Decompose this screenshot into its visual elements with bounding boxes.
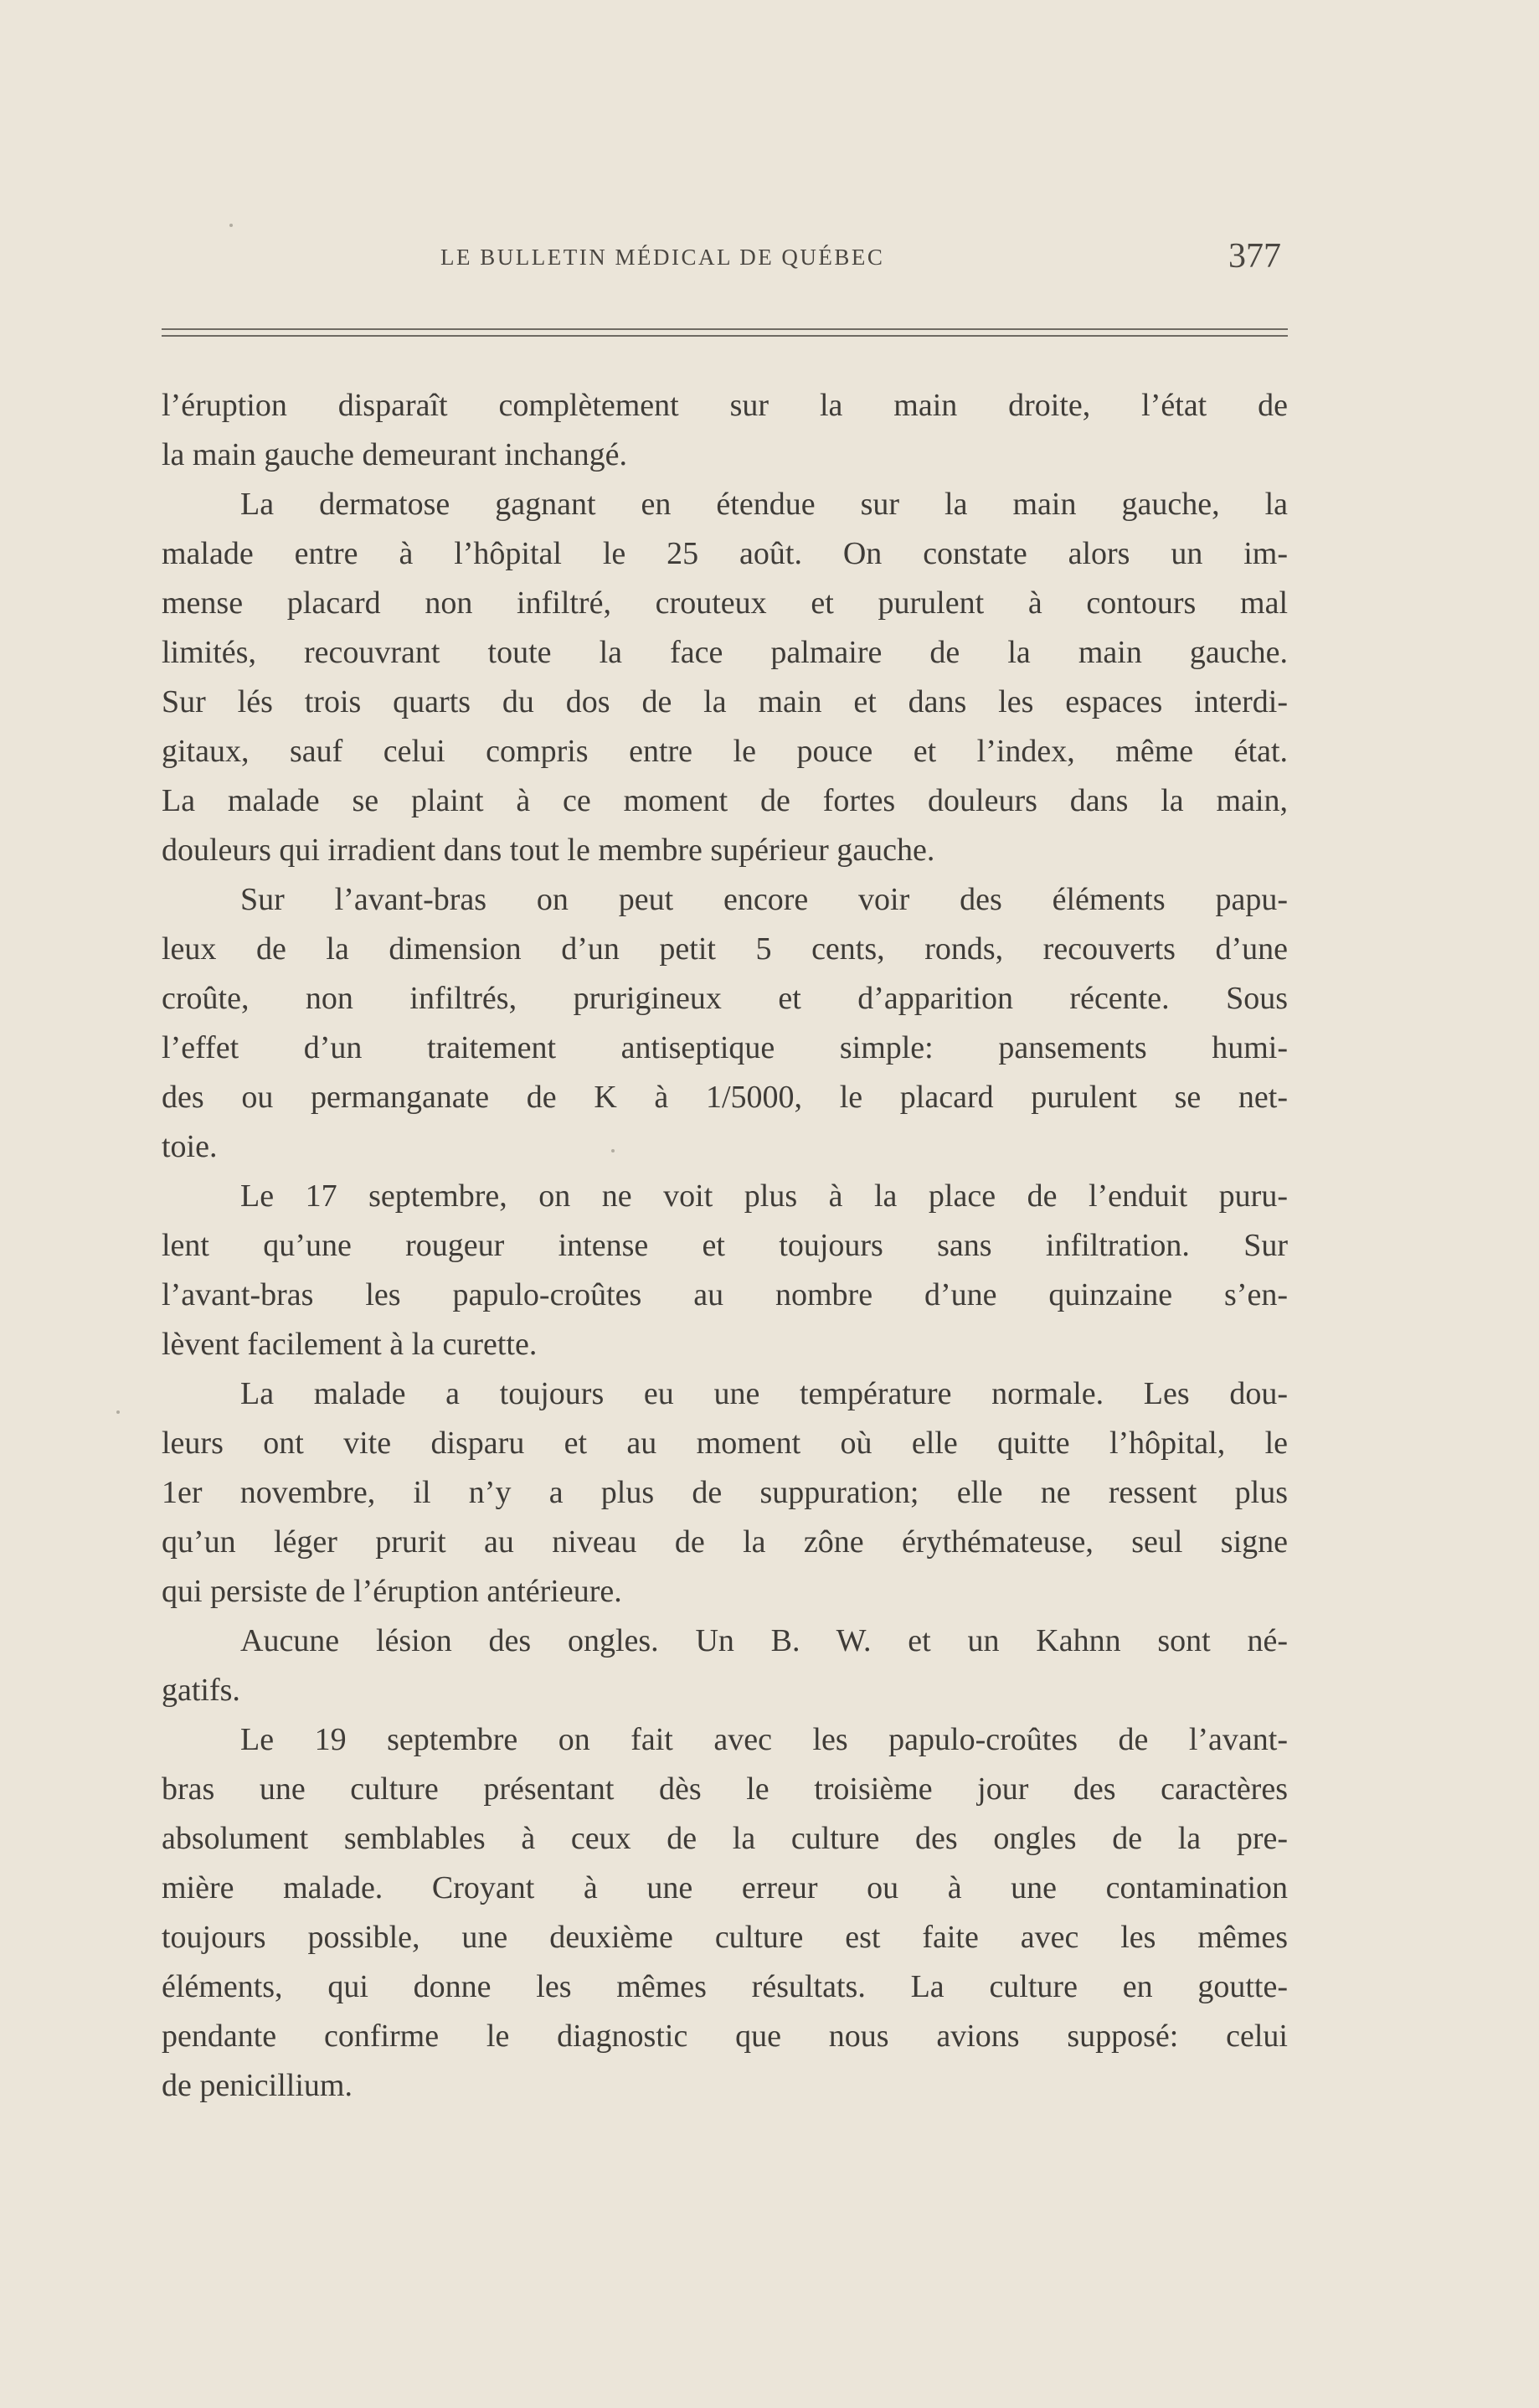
header-rule	[162, 335, 1288, 337]
paragraph	[162, 480, 1288, 875]
text-line: mière malade. Croyant à une erreur ou à une contamination	[162, 1870, 1288, 1905]
text-line: Sur lés trois quarts du dos de la main et dans les espaces interdi-	[162, 684, 1288, 719]
text-line: leurs ont vite disparu et au moment où elle quitte l’hôpital, le	[162, 1426, 1288, 1461]
text-line: de penicillium.	[162, 2068, 353, 2103]
text-line: éléments, qui donne les mêmes résultats. La culture en goutte-	[162, 1969, 1288, 2004]
text-line: absolument semblables à ceux de la culture des ongles de la pre-	[162, 1821, 1288, 1856]
text-line: Sur l’avant-bras on peut encore voir des éléments papu-	[240, 882, 1288, 917]
text-line: malade entre à l’hôpital le 25 août. On constate alors un im-	[162, 536, 1288, 571]
text-line: Aucune lésion des ongles. Un B. W. et un Kahnn sont né-	[240, 1623, 1288, 1658]
text-line: 1er novembre, il n’y a plus de suppuration; elle ne ressent plus	[162, 1475, 1288, 1510]
page-number: 377	[1228, 237, 1281, 276]
paragraph	[162, 1369, 1288, 1617]
text-line: La malade se plaint à ce moment de fortes douleurs dans la main,	[162, 783, 1288, 818]
paper-speck	[611, 1149, 615, 1152]
paper-speck	[116, 1410, 120, 1414]
text-line: leux de la dimension d’un petit 5 cents, ronds, recouverts d’une	[162, 931, 1288, 967]
text-line: pendante confirme le diagnostic que nous avions supposé: celui	[162, 2019, 1288, 2054]
text-line: La malade a toujours eu une température normale. Les dou-	[240, 1376, 1288, 1411]
paper-speck	[229, 224, 233, 227]
text-line: l’éruption disparaît complètement sur la main droite, l’état de	[162, 388, 1288, 423]
paragraph	[162, 1172, 1288, 1369]
paragraph	[162, 1715, 1288, 2111]
text-line: toie.	[162, 1129, 218, 1164]
text-line: l’avant-bras les papulo-croûtes au nombre d’une quinzaine s’en-	[162, 1277, 1288, 1312]
text-line: lèvent facilement à la curette.	[162, 1327, 538, 1362]
text-line: lent qu’une rougeur intense et toujours sans infiltration. Sur	[162, 1228, 1288, 1263]
text-line: gitaux, sauf celui compris entre le pouce et l’index, même état.	[162, 734, 1288, 769]
text-line: douleurs qui irradient dans tout le membre supérieur gauche.	[162, 833, 935, 868]
text-line: qui persiste de l’éruption antérieure.	[162, 1574, 622, 1609]
text-line: des ou permanganate de K à 1/5000, le placard purulent se net-	[162, 1080, 1288, 1115]
paragraph	[162, 1617, 1288, 1715]
text-line: l’effet d’un traitement antiseptique simple: pansements humi-	[162, 1030, 1288, 1065]
paragraph	[162, 875, 1288, 1172]
text-line: croûte, non infiltrés, prurigineux et d’apparition récente. Sous	[162, 981, 1288, 1016]
running-head: LE BULLETIN MÉDICAL DE QUÉBEC	[440, 245, 885, 270]
text-line: mense placard non infiltré, crouteux et purulent à contours mal	[162, 585, 1288, 621]
header-rule	[162, 328, 1288, 330]
text-line: limités, recouvrant toute la face palmaire de la main gauche.	[162, 635, 1288, 670]
text-line: bras une culture présentant dès le troisième jour des caractères	[162, 1771, 1288, 1807]
text-line: gatifs.	[162, 1673, 240, 1708]
body-text	[162, 381, 1288, 2111]
text-line: Le 17 septembre, on ne voit plus à la place de l’enduit puru-	[240, 1178, 1288, 1214]
text-line: qu’un léger prurit au niveau de la zône érythémateuse, seul signe	[162, 1524, 1288, 1560]
text-line: Le 19 septembre on fait avec les papulo-croûtes de l’avant-	[240, 1722, 1288, 1757]
paragraph	[162, 381, 1288, 480]
text-line: la main gauche demeurant inchangé.	[162, 437, 628, 472]
text-line: La dermatose gagnant en étendue sur la main gauche, la	[240, 487, 1288, 522]
text-line: toujours possible, une deuxième culture est faite avec les mêmes	[162, 1920, 1288, 1955]
